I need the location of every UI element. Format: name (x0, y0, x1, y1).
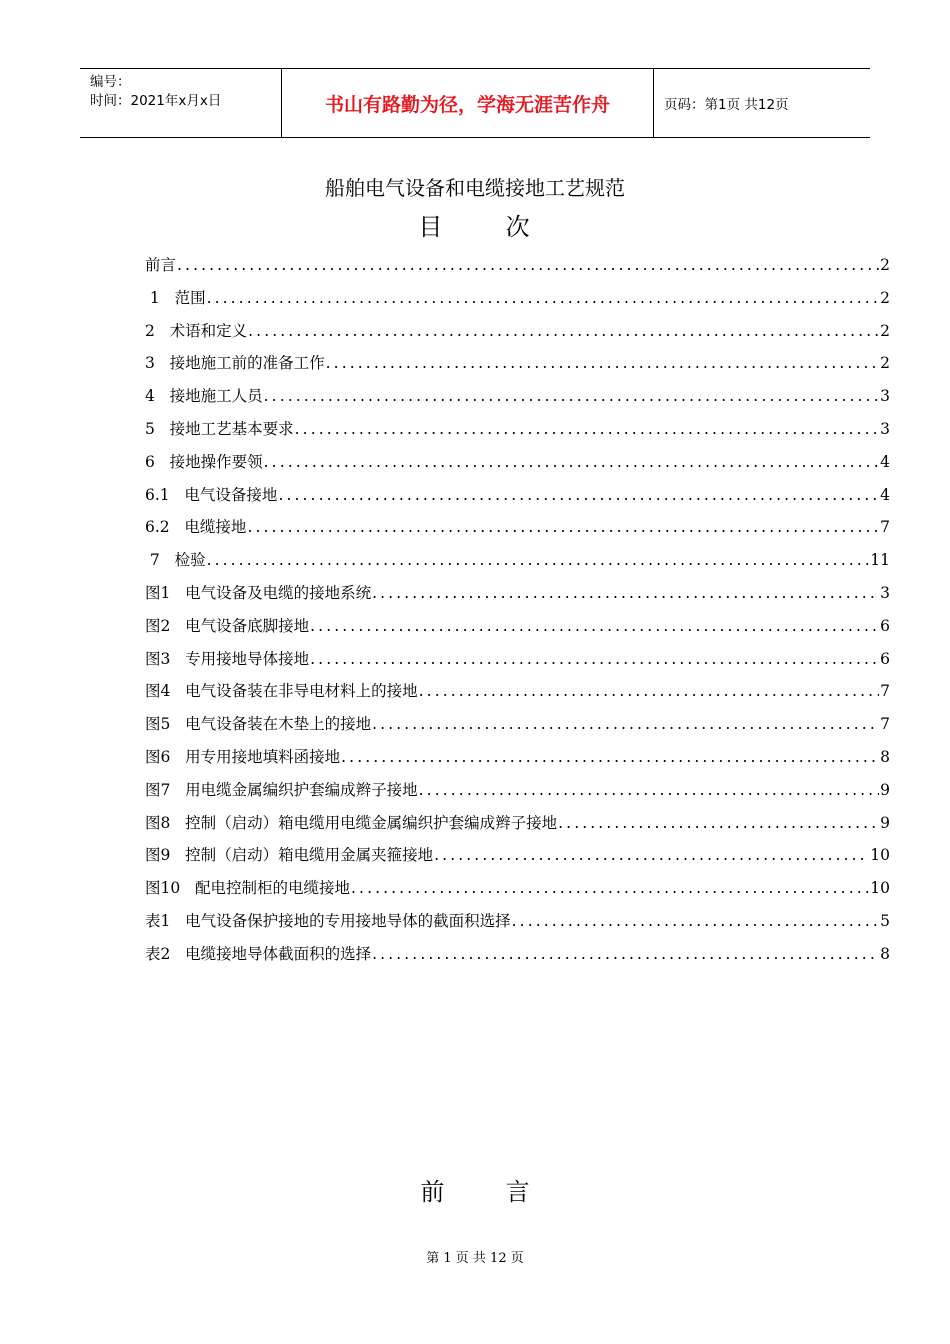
toc-entry-page-number: 3 (880, 583, 890, 602)
toc-entry-page-number: 2 (880, 321, 890, 340)
toc-heading (0, 207, 950, 242)
toc-entry-page-number: 2 (880, 256, 890, 274)
toc-entry-label: 6 接地操作要领 (145, 452, 263, 471)
toc-entry[interactable] (145, 811, 890, 844)
toc-heading-part-1: 目 (418, 213, 445, 241)
toc-entry-label: 图10 配电控制柜的电缆接地 (145, 879, 351, 898)
toc-entry-page-number: 8 (880, 747, 890, 766)
toc-entry-page-number: 7 (880, 715, 890, 734)
toc-entry[interactable] (145, 253, 890, 286)
toc-entry-label: 表1 电气设备保护接地的专用接地导体的截面积选择 (145, 911, 511, 930)
toc-entry-label: 3 接地施工前的准备工作 (145, 354, 325, 373)
toc-entry-leader-dots (248, 322, 879, 340)
toc-entry-label: 表2 电缆接地导体截面积的选择 (145, 944, 372, 963)
toc-entry-label: 图8 控制（启动）箱电缆用电缆金属编织护套编成辫子接地 (145, 813, 558, 832)
toc-entry-page-number: 6 (880, 649, 890, 668)
toc-entry-page-number: 9 (880, 813, 890, 832)
toc-entry[interactable] (145, 712, 890, 745)
toc-entry-leader-dots (419, 682, 879, 700)
toc-entry-leader-dots (264, 387, 879, 405)
toc-entry[interactable] (145, 909, 890, 942)
toc-entry[interactable] (145, 450, 890, 483)
toc-entry-label: 图4 电气设备装在非导电材料上的接地 (145, 682, 418, 701)
toc-entry[interactable] (145, 515, 890, 548)
toc-entry-page-number: 2 (880, 288, 890, 307)
table-of-contents (145, 253, 890, 975)
toc-entry-page-number: 7 (880, 518, 890, 537)
toc-entry-label: 图2 电气设备底脚接地 (145, 616, 310, 635)
toc-entry[interactable] (145, 384, 890, 417)
toc-entry[interactable] (145, 876, 890, 909)
toc-entry-label: 6.2 电缆接地 (145, 518, 247, 537)
toc-entry[interactable] (145, 548, 890, 581)
toc-entry-leader-dots (310, 650, 879, 668)
toc-entry-leader-dots (207, 289, 880, 307)
toc-entry-leader-dots (278, 486, 879, 504)
document-title: 船舶电气设备和电缆接地工艺规范 (325, 176, 625, 200)
toc-entry[interactable] (145, 942, 890, 975)
toc-entry-leader-dots (351, 879, 869, 897)
toc-entry-page-number: 4 (880, 452, 890, 471)
toc-entry-label: 2 术语和定义 (145, 321, 248, 340)
toc-entry-leader-dots (434, 846, 869, 864)
toc-entry-page-number: 10 (870, 879, 890, 898)
toc-entry-page-number: 9 (880, 780, 890, 799)
toc-entry-label: 7 检验 (145, 551, 206, 570)
toc-entry-label: 图6 用专用接地填料函接地 (145, 747, 341, 766)
toc-entry-label: 4 接地施工人员 (145, 387, 263, 406)
toc-entry-page-number: 6 (880, 616, 890, 635)
toc-entry-label: 前言 (145, 256, 177, 274)
toc-entry[interactable] (145, 417, 890, 450)
toc-entry[interactable] (145, 286, 890, 319)
toc-entry-leader-dots (558, 814, 879, 832)
toc-entry[interactable] (145, 614, 890, 647)
toc-entry-leader-dots (207, 551, 870, 569)
header-motto: 书山有路勤为径，学海无涯苦作舟 (282, 69, 654, 137)
toc-entry[interactable] (145, 647, 890, 680)
document-number-label: 编号： (90, 74, 131, 90)
toc-entry-label: 5 接地工艺基本要求 (145, 419, 294, 438)
toc-entry-label: 图7 用电缆金属编织护套编成辫子接地 (145, 780, 418, 799)
toc-entry-page-number: 4 (880, 485, 890, 504)
toc-entry-leader-dots (177, 256, 879, 274)
toc-entry-page-number: 10 (870, 846, 890, 865)
toc-entry-leader-dots (372, 715, 879, 733)
page-header (80, 68, 870, 138)
toc-entry-leader-dots (372, 584, 879, 602)
toc-entry-leader-dots (372, 945, 879, 963)
toc-entry-leader-dots (341, 748, 879, 766)
toc-entry-leader-dots (295, 420, 879, 438)
toc-entry[interactable] (145, 319, 890, 352)
toc-entry-page-number: 3 (880, 419, 890, 438)
toc-entry[interactable] (145, 351, 890, 384)
toc-entry[interactable] (145, 483, 890, 516)
toc-entry-leader-dots (512, 912, 879, 930)
toc-entry-leader-dots (419, 781, 879, 799)
toc-entry-leader-dots (247, 518, 879, 536)
toc-entry-label: 6.1 电气设备接地 (145, 485, 278, 504)
page-footer: 第 1 页 共 12 页 (426, 1251, 524, 1266)
toc-entry[interactable] (145, 778, 890, 811)
toc-heading-part-2: 次 (505, 213, 532, 241)
toc-entry-label: 图3 专用接地导体接地 (145, 649, 310, 668)
toc-entry-page-number: 8 (880, 944, 890, 963)
toc-entry-label: 图9 控制（启动）箱电缆用金属夹箍接地 (145, 846, 434, 865)
toc-entry-page-number: 11 (870, 551, 890, 570)
toc-entry-page-number: 2 (880, 354, 890, 373)
toc-entry-label: 图5 电气设备装在木垫上的接地 (145, 715, 372, 734)
toc-entry[interactable] (145, 843, 890, 876)
toc-entry-label: 图1 电气设备及电缆的接地系统 (145, 583, 372, 602)
toc-entry-page-number: 3 (880, 387, 890, 406)
toc-entry-leader-dots (310, 617, 879, 635)
toc-entry[interactable] (145, 745, 890, 778)
section-heading-part-1: 前 (420, 1178, 445, 1206)
document-date-label: 时间：2021年x月x日 (90, 93, 222, 109)
toc-entry-page-number: 7 (880, 682, 890, 701)
header-page-info: 页码：第1页 共12页 (664, 97, 789, 113)
header-meta-cell (80, 69, 282, 137)
toc-entry[interactable] (145, 679, 890, 712)
toc-entry-page-number: 5 (880, 911, 890, 930)
section-heading-part-2: 言 (505, 1178, 530, 1206)
toc-entry-leader-dots (264, 453, 879, 471)
toc-entry[interactable] (145, 581, 890, 614)
toc-entry-leader-dots (326, 354, 879, 372)
toc-entry-label: 1 范围 (145, 288, 206, 307)
section-heading-preface (0, 1172, 950, 1207)
